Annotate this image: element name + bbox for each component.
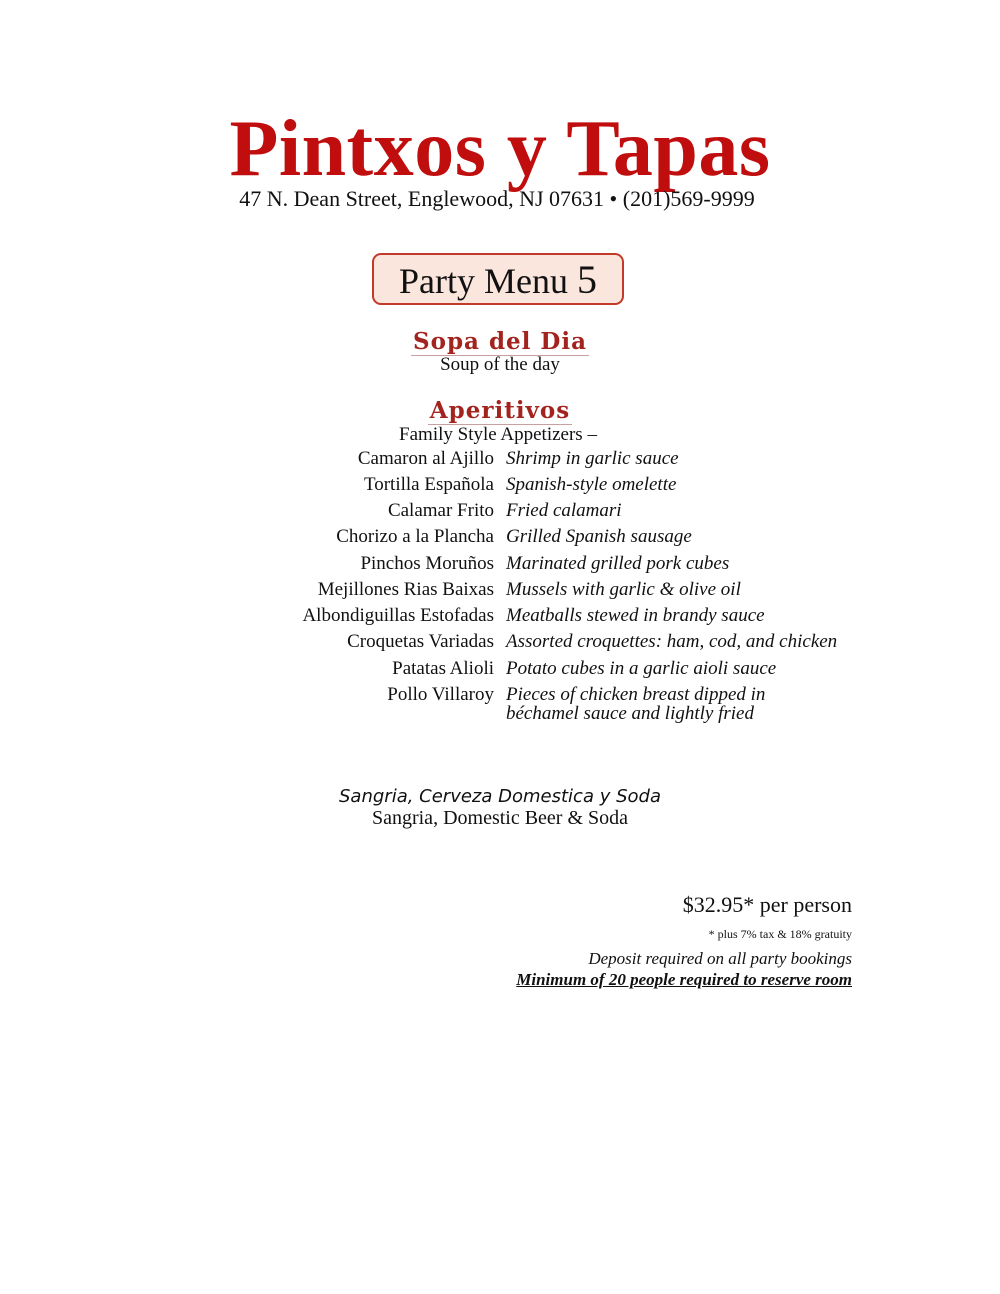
item-name-es: Patatas Alioli bbox=[392, 658, 494, 679]
item-name-en: Fried calamari bbox=[506, 500, 622, 521]
deposit-note: Deposit required on all party bookings bbox=[588, 949, 852, 968]
soup-heading-text: Sopa del Dia bbox=[413, 328, 587, 355]
item-name-en: Shrimp in garlic sauce bbox=[506, 448, 679, 469]
item-name-es: Tortilla Española bbox=[363, 474, 494, 495]
menu-title-box bbox=[372, 253, 624, 305]
item-name-en: Assorted croquettes: ham, cod, and chicken bbox=[506, 631, 838, 652]
soup-description: Soup of the day bbox=[440, 354, 560, 375]
menu-title-label: Party Menu bbox=[399, 261, 568, 301]
item-name-es: Pinchos Moruños bbox=[360, 553, 494, 574]
appetizers-description: Family Style Appetizers – bbox=[399, 424, 597, 445]
item-name-es: Camaron al Ajillo bbox=[357, 448, 494, 469]
item-name-en: Potato cubes in a garlic aioli sauce bbox=[506, 658, 777, 679]
tax-note: * plus 7% tax & 18% gratuity bbox=[708, 927, 852, 941]
item-name-es: Calamar Frito bbox=[387, 500, 494, 521]
item-name-en: Spanish-style omelette bbox=[506, 474, 677, 495]
item-name-es: Albondiguillas Estofadas bbox=[302, 605, 494, 626]
item-name-es: Croquetas Variadas bbox=[347, 631, 494, 652]
drinks-english: Sangria, Domestic Beer & Soda bbox=[371, 807, 629, 829]
item-name-es: Pollo Villaroy bbox=[387, 684, 494, 705]
item-name-es: Mejillones Rias Baixas bbox=[317, 579, 494, 600]
drinks-spanish: Sangria, Cerveza Domestica y Soda bbox=[339, 786, 661, 807]
appetizers-heading-text: Aperitivos bbox=[429, 397, 571, 424]
item-name-en: Meatballs stewed in brandy sauce bbox=[506, 605, 765, 626]
price: $32.95* per person bbox=[682, 892, 852, 917]
item-name-en: Marinated grilled pork cubes bbox=[506, 553, 730, 574]
appetizers-heading bbox=[0, 397, 1000, 425]
restaurant-address: 47 N. Dean Street, Englewood, NJ 07631 • (201)569-9999 bbox=[239, 186, 755, 211]
item-name-en: Mussels with garlic & olive oil bbox=[506, 579, 741, 600]
minimum-note: Minimum of 20 people required to reserve room bbox=[516, 970, 852, 989]
item-name-en: Grilled Spanish sausage bbox=[506, 526, 692, 547]
soup-heading bbox=[0, 328, 1000, 356]
item-name-es: Chorizo a la Plancha bbox=[336, 526, 494, 547]
restaurant-name: Pintxos y Tapas bbox=[229, 105, 771, 193]
item-name-en: Pieces of chicken breast dipped in béchamel sauce and lightly fried bbox=[506, 684, 766, 724]
menu-title-number: 5 bbox=[576, 257, 597, 302]
